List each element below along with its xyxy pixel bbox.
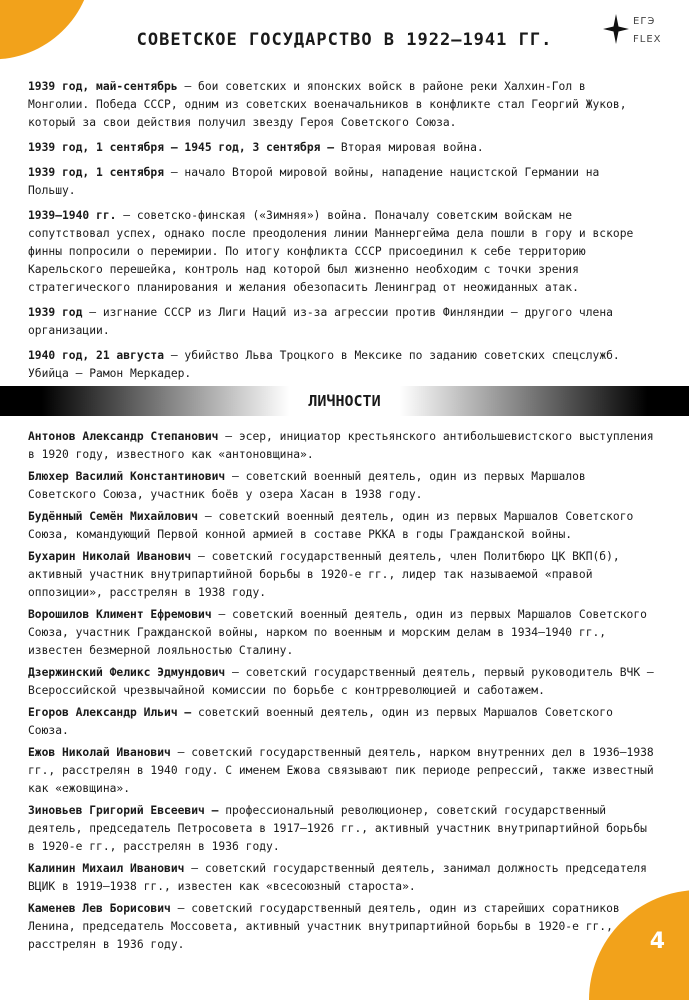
person-description: – советский государственный деятель, занимал должность председателя ВЦИК в 1919–1938 гг., известен как «всесоюзный староста». bbox=[28, 862, 647, 893]
person-name: Ежов Николай Иванович bbox=[28, 746, 171, 759]
people-list bbox=[28, 428, 658, 958]
logo-text-flex: FLEX bbox=[633, 34, 662, 45]
person-entry bbox=[28, 548, 658, 602]
page-number: 4 bbox=[649, 929, 665, 954]
person-description: – советский военный деятель, один из первых Маршалов Советского Союза, участник Гражданской войны, нарком по военным и морским делам в 1934–1940 гг., известен безмерной лояльностью Сталину. bbox=[28, 608, 647, 657]
person-name: Антонов Александр Степанович bbox=[28, 430, 219, 443]
person-entry bbox=[28, 664, 658, 700]
event-date: 1939–1940 гг. bbox=[28, 209, 117, 222]
event-text: – начало Второй мировой войны, нападение нацистской Германии на Польшу. bbox=[28, 166, 600, 197]
person-name: Будённый Семён Михайлович bbox=[28, 510, 199, 523]
event-text: – советско-финская («Зимняя») война. Поначалу советским войскам не сопутствовал успех, однако после преодоления линии Маннергейма дела пошли в гору и вскоре финны попросили о перемирии. По итогу конфликта СССР присоединил к себе территорию Карельского перешейка, контроль над которой был жизненно необходим с точки зрения стратегического планирования и желания обезопасить Ленинград от неожиданных атак. bbox=[28, 209, 634, 294]
event-date: 1939 год bbox=[28, 306, 83, 319]
event-text: – бои советских и японских войск в районе реки Халхин-Гол в Монголии. Победа СССР, одним из советских военачальников в конфликте стал Георгий Жуков, который за свои действия получил звезду Героя Советского Союза. bbox=[28, 80, 627, 129]
person-name: Калинин Михаил Иванович bbox=[28, 862, 185, 875]
person-name: Ворошилов Климент Ефремович bbox=[28, 608, 212, 621]
page-title: СОВЕТСКОЕ ГОСУДАРСТВО В 1922–1941 ГГ. bbox=[136, 30, 553, 50]
person-entry bbox=[28, 428, 658, 464]
event-entry bbox=[28, 139, 648, 157]
person-entry bbox=[28, 744, 658, 798]
person-description: советский военный деятель, один из первых Маршалов Советского Союза. bbox=[28, 706, 613, 737]
person-entry bbox=[28, 508, 658, 544]
event-entry bbox=[28, 304, 648, 340]
person-description: – эсер, инициатор крестьянского антибольшевистского выступления в 1920 году, известного как «антоновщина». bbox=[28, 430, 654, 461]
person-description: – советский государственный деятель, первый руководитель ВЧК – Всероссийской чрезвычайной комиссии по борьбе с контрреволюцией и саботажем. bbox=[28, 666, 654, 697]
event-entry bbox=[28, 347, 648, 383]
event-entry bbox=[28, 78, 648, 132]
events-list bbox=[28, 78, 648, 390]
section-title: ЛИЧНОСТИ bbox=[308, 392, 381, 410]
logo-text-ege: ЕГЭ bbox=[633, 16, 656, 27]
person-description: – советский государственный деятель, член Политбюро ЦК ВКП(б), активный участник внутрипартийной борьбы в 1920-е гг., лидер так называемой «правой оппозиции», расстрелян в 1938 году. bbox=[28, 550, 620, 599]
person-name: Блюхер Василий Константинович bbox=[28, 470, 226, 483]
person-entry bbox=[28, 468, 658, 504]
event-entry bbox=[28, 164, 648, 200]
event-text: – убийство Льва Троцкого в Мексике по заданию советских спецслужб. Убийца – Рамон Меркадер. bbox=[28, 349, 620, 380]
person-description: – советский военный деятель, один из первых Маршалов Советского Союза, участник боёв у озера Хасан в 1938 году. bbox=[28, 470, 586, 501]
person-description: – советский военный деятель, один из первых Маршалов Советского Союза, командующий Первой конной армией в составе РККА в годы Гражданской войны. bbox=[28, 510, 634, 541]
event-date: 1940 год, 21 августа bbox=[28, 349, 165, 362]
person-name: Зиновьев Григорий Евсеевич – bbox=[28, 804, 219, 817]
person-entry bbox=[28, 860, 658, 896]
person-entry bbox=[28, 606, 658, 660]
person-name: Каменев Лев Борисович bbox=[28, 902, 171, 915]
event-date: 1939 год, май-сентябрь bbox=[28, 80, 178, 93]
person-entry bbox=[28, 802, 658, 856]
event-entry bbox=[28, 207, 648, 297]
person-name: Дзержинский Феликс Эдмундович bbox=[28, 666, 226, 679]
person-description: – советский государственный деятель, один из старейших соратников Ленина, председатель Моссовета, активный участник внутрипартийной борьбы в 1920-е гг., расстрелян в 1936 году. bbox=[28, 902, 620, 951]
event-date: 1939 год, 1 сентября bbox=[28, 166, 165, 179]
event-text: Вторая мировая война. bbox=[334, 141, 484, 154]
person-entry bbox=[28, 704, 658, 740]
person-entry bbox=[28, 900, 658, 954]
person-name: Бухарин Николай Иванович bbox=[28, 550, 192, 563]
event-date: 1939 год, 1 сентября – 1945 год, 3 сентября – bbox=[28, 141, 335, 154]
person-description: профессиональный революционер, советский государственный деятель, председатель Петросовета в 1917–1926 гг., активный участник внутрипартийной борьбы в 1920-е гг., расстрелян в 1936 году. bbox=[28, 804, 647, 853]
person-description: – советский государственный деятель, нарком внутренних дел в 1936–1938 гг., расстрелян в 1940 году. С именем Ежова связывают пик периоде репрессий, также известный как «ежовщина». bbox=[28, 746, 654, 795]
event-text: – изгнание СССР из Лиги Наций из-за агрессии против Финляндии – другого члена организации. bbox=[28, 306, 613, 337]
person-name: Егоров Александр Ильич – bbox=[28, 706, 192, 719]
